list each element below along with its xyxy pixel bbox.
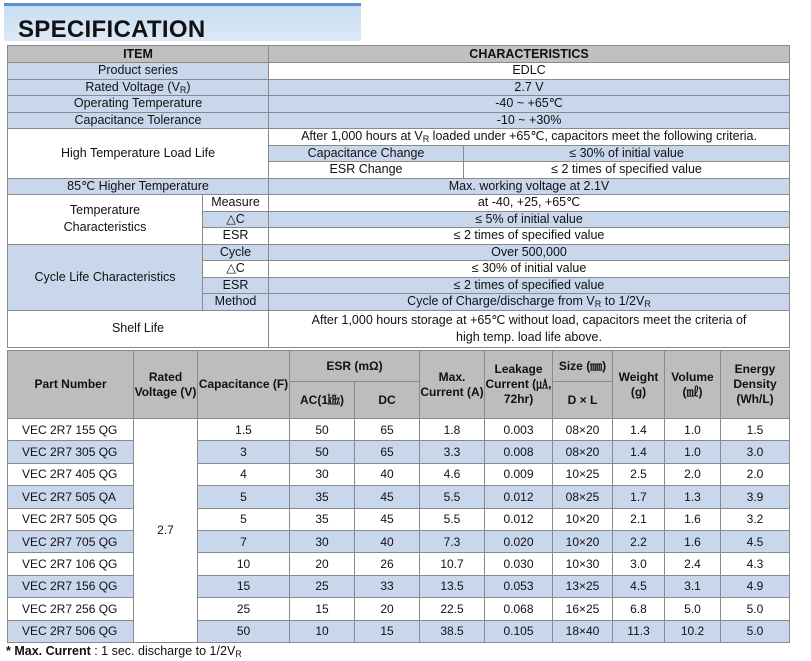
part-number-cell: VEC 2R7 155 QG — [8, 419, 134, 441]
spec-value: ≤ 2 times of specified value — [269, 228, 790, 245]
max-current-cell: 13.5 — [420, 575, 485, 597]
energy-density-cell: 5.0 — [721, 598, 790, 620]
esr-ac-cell: 50 — [290, 441, 355, 463]
esr-ac-cell: 30 — [290, 530, 355, 552]
size-cell: 08×20 — [553, 441, 613, 463]
energy-density-cell: 5.0 — [721, 620, 790, 642]
leakage-current-cell: 0.053 — [485, 575, 553, 597]
max-current-cell: 1.8 — [420, 419, 485, 441]
spec-label: Operating Temperature — [8, 96, 269, 113]
spec-label: Cycle Life Characteristics — [8, 244, 203, 310]
spec-value: ≤ 2 times of specified value — [464, 162, 790, 179]
spec-value: -40 ~ +65℃ — [269, 96, 790, 113]
esr-ac-cell: 35 — [290, 486, 355, 508]
esr-dc-cell: 20 — [355, 598, 420, 620]
table-row — [8, 486, 790, 508]
rated-voltage-cell: 2.7 — [134, 419, 198, 643]
energy-density-cell: 2.0 — [721, 463, 790, 485]
size-cell: 08×20 — [553, 419, 613, 441]
spec-sublabel: △C — [203, 211, 269, 228]
part-number-cell: VEC 2R7 256 QG — [8, 598, 134, 620]
title-banner — [4, 3, 361, 41]
energy-density-cell: 3.2 — [721, 508, 790, 530]
spec-row — [8, 129, 790, 146]
part-number-cell: VEC 2R7 405 QG — [8, 463, 134, 485]
part-number-cell: VEC 2R7 505 QG — [8, 508, 134, 530]
spec-value: ≤ 30% of initial value — [464, 145, 790, 162]
max-current-cell: 10.7 — [420, 553, 485, 575]
spec-sublabel: ESR — [203, 277, 269, 294]
capacitance-cell: 5 — [198, 508, 290, 530]
max-current-cell: 7.3 — [420, 530, 485, 552]
capacitance-cell: 5 — [198, 486, 290, 508]
capacitance-cell: 3 — [198, 441, 290, 463]
weight-cell: 4.5 — [613, 575, 665, 597]
rated-voltage-header: Rated Voltage (V) — [134, 351, 198, 419]
esr-ac-header: AC(1㎑) — [290, 382, 355, 419]
table-row — [8, 620, 790, 642]
weight-header: Weight (g) — [613, 351, 665, 419]
leakage-current-cell: 0.012 — [485, 508, 553, 530]
spec-value: After 1,000 hours at $V_R$ loaded under +65℃, capacitors meet the following criteria. — [269, 129, 790, 146]
esr-ac-cell: 25 — [290, 575, 355, 597]
table-row — [8, 463, 790, 485]
leakage-current-cell: 0.068 — [485, 598, 553, 620]
max-current-cell: 5.5 — [420, 486, 485, 508]
esr-dc-header: DC — [355, 382, 420, 419]
spec-sublabel: Method — [203, 294, 269, 311]
esr-ac-cell: 20 — [290, 553, 355, 575]
spec-sublabel: ESR Change — [269, 162, 464, 179]
spec-row — [8, 96, 790, 113]
leakage-current-cell: 0.020 — [485, 530, 553, 552]
volume-cell: 2.0 — [665, 463, 721, 485]
leakage-current-cell: 0.003 — [485, 419, 553, 441]
energy-density-cell: 1.5 — [721, 419, 790, 441]
weight-cell: 2.1 — [613, 508, 665, 530]
table-row — [8, 530, 790, 552]
esr-dc-cell: 33 — [355, 575, 420, 597]
footnote-text: : 1 sec. discharge to 1/2V — [90, 644, 236, 658]
spec-row — [8, 195, 790, 212]
energy-density-cell: 4.5 — [721, 530, 790, 552]
weight-cell: 11.3 — [613, 620, 665, 642]
specification-table — [7, 45, 790, 348]
leakage-current-cell: 0.009 — [485, 463, 553, 485]
spec-sublabel: ESR — [203, 228, 269, 245]
spec-label: Temperature Characteristics — [8, 195, 203, 245]
spec-header-row — [8, 46, 790, 63]
spec-label: Capacitance Tolerance — [8, 112, 269, 129]
spec-sublabel: Measure — [203, 195, 269, 212]
spec-sublabel: Capacitance Change — [269, 145, 464, 162]
weight-cell: 1.4 — [613, 441, 665, 463]
esr-ac-cell: 10 — [290, 620, 355, 642]
spec-label: High Temperature Load Life — [8, 129, 269, 179]
volume-cell: 10.2 — [665, 620, 721, 642]
esr-ac-cell: 50 — [290, 419, 355, 441]
size-cell: 18×40 — [553, 620, 613, 642]
spec-value: ≤ 30% of initial value — [269, 261, 790, 278]
spec-value: at -40, +25, +65℃ — [269, 195, 790, 212]
spec-sublabel: Cycle — [203, 244, 269, 261]
part-number-cell: VEC 2R7 505 QA — [8, 486, 134, 508]
capacitance-cell: 7 — [198, 530, 290, 552]
esr-dc-cell: 65 — [355, 441, 420, 463]
parts-body — [8, 419, 790, 643]
spec-value: Cycle of Charge/discharge from $V_R$ to $1/2V_R$ — [269, 294, 790, 311]
table-row — [8, 598, 790, 620]
item-header: ITEM — [8, 46, 269, 63]
max-current-cell: 5.5 — [420, 508, 485, 530]
energy-density-cell: 3.9 — [721, 486, 790, 508]
size-header: Size (㎜) — [553, 351, 613, 382]
leakage-header: Leakage Current (㎂, 72hr) — [485, 351, 553, 419]
spec-label: 85℃ Higher Temperature — [8, 178, 269, 195]
spec-label: Shelf Life — [8, 310, 269, 347]
volume-cell: 1.6 — [665, 530, 721, 552]
table-row — [8, 508, 790, 530]
energy-density-header: Energy Density (Wh/L) — [721, 351, 790, 419]
spec-value: Over 500,000 — [269, 244, 790, 261]
capacitance-cell: 1.5 — [198, 419, 290, 441]
table-row — [8, 575, 790, 597]
leakage-current-cell: 0.012 — [485, 486, 553, 508]
spec-label: Product series — [8, 63, 269, 80]
volume-cell: 1.6 — [665, 508, 721, 530]
spec-row — [8, 79, 790, 96]
spec-row — [8, 310, 790, 347]
size-cell: 10×20 — [553, 508, 613, 530]
part-number-cell: VEC 2R7 305 QG — [8, 441, 134, 463]
capacitance-cell: 15 — [198, 575, 290, 597]
spec-value: ≤ 2 times of specified value — [269, 277, 790, 294]
volume-cell: 1.3 — [665, 486, 721, 508]
table-row — [8, 441, 790, 463]
part-number-cell: VEC 2R7 156 QG — [8, 575, 134, 597]
spec-value: 2.7 V — [269, 79, 790, 96]
weight-cell: 1.4 — [613, 419, 665, 441]
part-number-cell: VEC 2R7 106 QG — [8, 553, 134, 575]
esr-header: ESR (mΩ) — [290, 351, 420, 382]
energy-density-cell: 4.3 — [721, 553, 790, 575]
esr-dc-cell: 26 — [355, 553, 420, 575]
esr-dc-cell: 40 — [355, 463, 420, 485]
spec-value: After 1,000 hours storage at +65℃ without load, capacitors meet the criteria of high temp. load life above. — [269, 310, 790, 347]
weight-cell: 2.2 — [613, 530, 665, 552]
footnote: * Max. Current : 1 sec. discharge to $1/2V_R$ — [6, 644, 242, 659]
leakage-current-cell: 0.030 — [485, 553, 553, 575]
volume-cell: 1.0 — [665, 419, 721, 441]
esr-ac-cell: 35 — [290, 508, 355, 530]
max-current-header: Max. Current (A) — [420, 351, 485, 419]
size-cell: 13×25 — [553, 575, 613, 597]
parts-header-row — [8, 351, 790, 382]
page-title: SPECIFICATION — [18, 16, 206, 43]
volume-cell: 5.0 — [665, 598, 721, 620]
spec-label: Rated Voltage $(V_R)$ — [8, 79, 269, 96]
weight-cell: 6.8 — [613, 598, 665, 620]
volume-header: Volume (㎖) — [665, 351, 721, 419]
esr-dc-cell: 45 — [355, 508, 420, 530]
spec-row — [8, 112, 790, 129]
spec-sublabel: △C — [203, 261, 269, 278]
energy-density-cell: 4.9 — [721, 575, 790, 597]
table-row — [8, 553, 790, 575]
max-current-cell: 22.5 — [420, 598, 485, 620]
spec-value: -10 ~ +30% — [269, 112, 790, 129]
max-current-cell: 38.5 — [420, 620, 485, 642]
capacitance-cell: 50 — [198, 620, 290, 642]
esr-dc-cell: 15 — [355, 620, 420, 642]
size-cell: 10×20 — [553, 530, 613, 552]
weight-cell: 2.5 — [613, 463, 665, 485]
spec-value: EDLC — [269, 63, 790, 80]
volume-cell: 2.4 — [665, 553, 721, 575]
size-cell: 10×30 — [553, 553, 613, 575]
capacitance-header: Capacitance (F) — [198, 351, 290, 419]
volume-cell: 1.0 — [665, 441, 721, 463]
table-row — [8, 419, 790, 441]
esr-ac-cell: 30 — [290, 463, 355, 485]
leakage-current-cell: 0.008 — [485, 441, 553, 463]
spec-row — [8, 244, 790, 261]
weight-cell: 1.7 — [613, 486, 665, 508]
characteristics-header: CHARACTERISTICS — [269, 46, 790, 63]
capacitance-cell: 4 — [198, 463, 290, 485]
esr-dc-cell: 40 — [355, 530, 420, 552]
size-cell: 10×25 — [553, 463, 613, 485]
part-number-cell: VEC 2R7 705 QG — [8, 530, 134, 552]
part-number-cell: VEC 2R7 506 QG — [8, 620, 134, 642]
spec-row — [8, 178, 790, 195]
spec-value: Max. working voltage at 2.1V — [269, 178, 790, 195]
capacitance-cell: 10 — [198, 553, 290, 575]
weight-cell: 3.0 — [613, 553, 665, 575]
size-dl-header: D × L — [553, 382, 613, 419]
part-number-header: Part Number — [8, 351, 134, 419]
esr-dc-cell: 45 — [355, 486, 420, 508]
spec-row — [8, 63, 790, 80]
parts-table — [7, 350, 790, 643]
max-current-cell: 3.3 — [420, 441, 485, 463]
max-current-cell: 4.6 — [420, 463, 485, 485]
capacitance-cell: 25 — [198, 598, 290, 620]
size-cell: 08×25 — [553, 486, 613, 508]
leakage-current-cell: 0.105 — [485, 620, 553, 642]
size-cell: 16×25 — [553, 598, 613, 620]
esr-ac-cell: 15 — [290, 598, 355, 620]
footnote-label: * Max. Current — [6, 644, 91, 658]
energy-density-cell: 3.0 — [721, 441, 790, 463]
spec-value: ≤ 5% of initial value — [269, 211, 790, 228]
volume-cell: 3.1 — [665, 575, 721, 597]
esr-dc-cell: 65 — [355, 419, 420, 441]
